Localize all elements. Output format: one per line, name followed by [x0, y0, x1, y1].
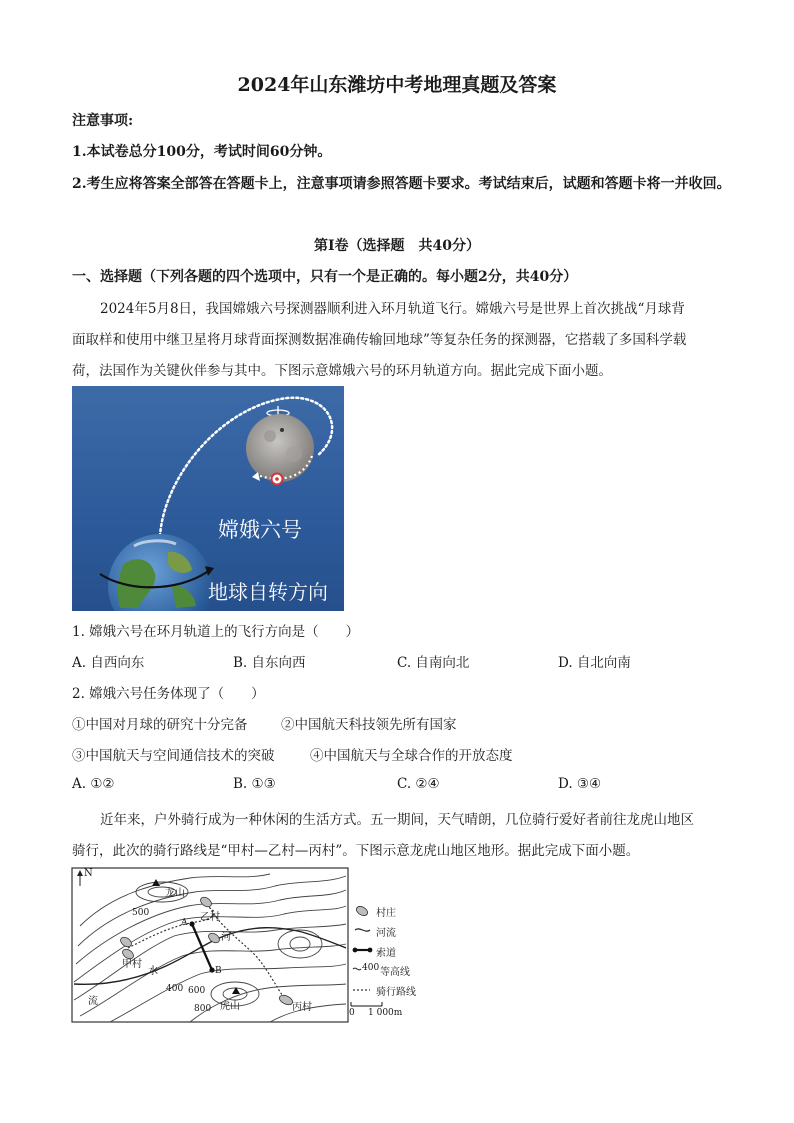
- q1-stem: 1. 嫦娥六号在环月轨道上的飞行方向是（ ）: [72, 624, 360, 640]
- notice-heading: 注意事项:: [72, 113, 134, 129]
- q2-option-c: C. ②④: [397, 776, 440, 792]
- river-label-shui: 水: [148, 966, 158, 977]
- q2-statement-2: ②中国航天科技领先所有国家: [281, 717, 457, 733]
- contour-label-400: 400: [166, 984, 184, 994]
- north-label: N: [84, 868, 93, 879]
- contour-label-500: 500: [132, 908, 150, 918]
- q2-statement-4: ④中国航天与全球合作的开放态度: [310, 748, 513, 764]
- q2-statement-3: ③中国航天与空间通信技术的突破: [72, 748, 275, 764]
- village-jia: 甲村: [122, 959, 142, 970]
- q1-option-d: D. 自北向南: [558, 655, 631, 671]
- passage1-line1: 2024年5月8日，我国嫦娥六号探测器顺利进入环月轨道飞行。嫦娥六号是世界上首次挑战“月球背: [100, 301, 685, 317]
- q2-option-d: D. ③④: [558, 776, 602, 792]
- section-title: 第I卷（选择题 共40分）: [313, 238, 481, 254]
- figure-longhu-topomap: [70, 866, 430, 1024]
- q1-option-b: B. 自东向西: [233, 655, 306, 671]
- notice-item-2: 2.考生应将答案全部答在答题卡上，注意事项请参照答题卡要求。考试结束后，试题和答题卡将一并收回。: [72, 176, 731, 192]
- q2-option-b: B. ①③: [233, 776, 276, 792]
- village-bing: 丙村: [292, 1002, 312, 1013]
- passage2-line1: 近年来，户外骑行成为一种休闲的生活方式。五一期间，天气晴朗，几位骑行爱好者前往龙虎山地区: [100, 812, 694, 828]
- river-label-liu: 流: [88, 996, 98, 1007]
- passage1-line3: 荷，法国作为关键伙伴参与其中。下图示意嫦娥六号的环月轨道方向。据此完成下面小题。: [72, 363, 612, 379]
- scale-value: 1 000m: [368, 1008, 403, 1018]
- point-a: A: [181, 918, 188, 928]
- river-label-he: 河: [221, 932, 231, 943]
- page-title: 2024年山东潍坊中考地理真题及答案: [237, 74, 557, 96]
- q1-option-c: C. 自南向北: [397, 655, 470, 671]
- legend-cableway: 索道: [376, 948, 396, 959]
- legend-river: 河流: [376, 928, 396, 939]
- peak-hushan: 虎山: [220, 1001, 240, 1012]
- q2-stem: 2. 嫦娥六号任务体现了（ ）: [72, 686, 265, 702]
- legend-route: 骑行路线: [376, 987, 416, 998]
- passage2-line2: 骑行，此次的骑行路线是“甲村—乙村—丙村”。下图示意龙虎山地区地形。据此完成下面小题。: [72, 843, 640, 859]
- q1-option-a: A. 自西向东: [72, 655, 145, 671]
- contour-label-600: 600: [188, 986, 206, 996]
- legend-contour: 等高线: [380, 967, 410, 978]
- village-yi: 乙村: [200, 912, 220, 923]
- passage1-line2: 面取样和使用中继卫星将月球背面探测数据准确传输回地球”等复杂任务的探测器，它搭载了多国科学载: [72, 332, 687, 348]
- legend-village: 村庄: [376, 908, 396, 919]
- legend-contour-value: 400: [362, 963, 380, 973]
- label-earth-rotation: 地球自转方向: [208, 580, 328, 604]
- scale-zero: 0: [349, 1008, 355, 1018]
- peak-longshan: 龙山: [165, 888, 185, 899]
- point-b: B: [215, 966, 222, 976]
- q2-option-a: A. ①②: [72, 776, 115, 792]
- part-title: 一、选择题（下列各题的四个选项中，只有一个是正确的。每小题2分，共40分）: [72, 269, 578, 285]
- label-change6: 嫦娥六号: [218, 518, 302, 542]
- q2-statement-1: ①中国对月球的研究十分完备: [72, 717, 248, 733]
- notice-item-1: 1.本试卷总分100分，考试时间60分钟。: [72, 144, 332, 160]
- figure-change6-orbit: [72, 386, 344, 611]
- contour-label-800: 800: [194, 1004, 212, 1014]
